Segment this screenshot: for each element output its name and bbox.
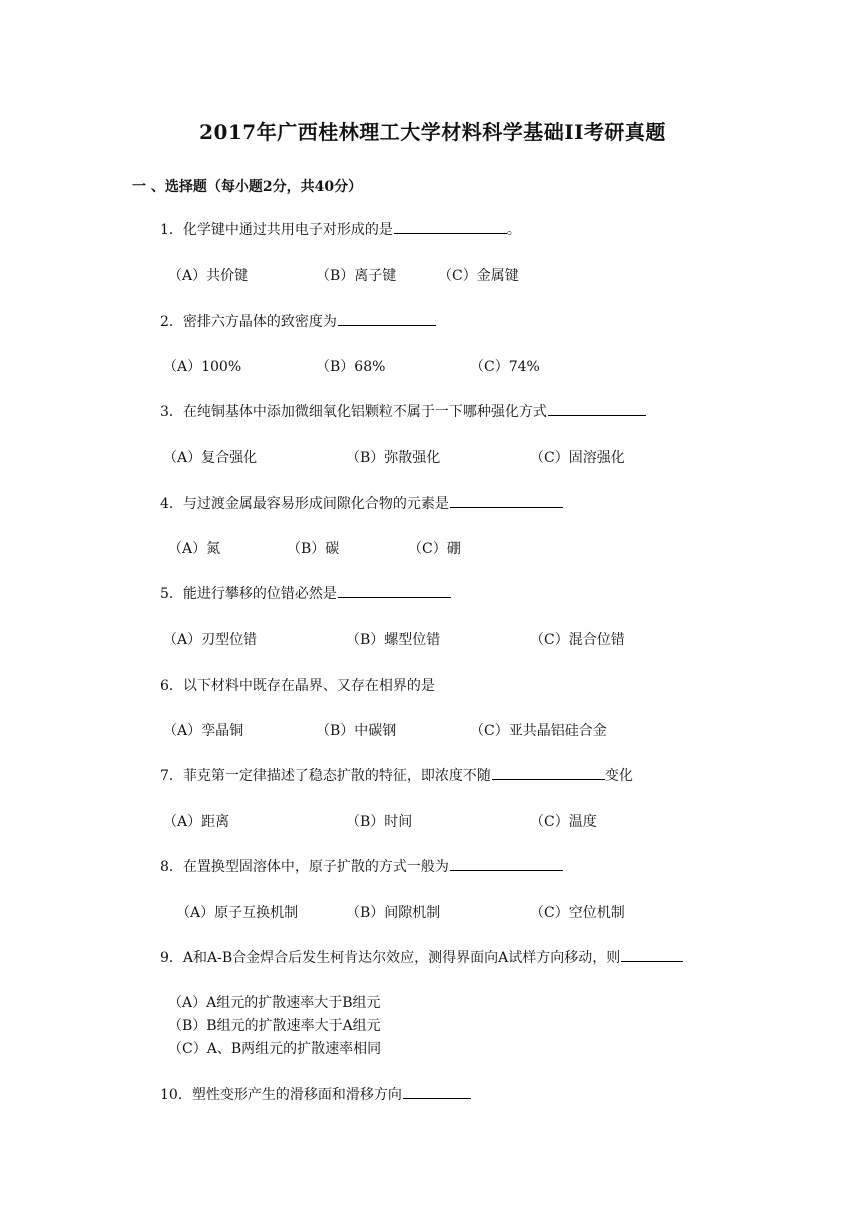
option-a: （A）距离 xyxy=(163,814,230,830)
question-8 xyxy=(160,858,563,876)
question-text: 6．以下材料中既存在晶界、又存在相界的是 xyxy=(160,678,435,694)
question-2 xyxy=(160,313,436,331)
option-b: （B）B组元的扩散速率大于A组元 xyxy=(168,1018,381,1034)
option-a: （A）刃型位错 xyxy=(163,632,258,648)
option-b: （B）间隙机制 xyxy=(346,905,441,921)
option-c: （C）金属键 xyxy=(438,268,519,284)
question-text: 9．A和A-B合金焊合后发生柯肯达尔效应，测得界面向A试样方向移动，则 xyxy=(160,950,621,966)
question-text: 4．与过渡金属最容易形成间隙化合物的元素是 xyxy=(160,496,449,512)
question-5 xyxy=(160,585,451,603)
answer-blank xyxy=(621,949,683,962)
answer-blank xyxy=(548,403,646,416)
option-b: （B）68% xyxy=(316,359,386,375)
option-a: （A）A组元的扩散速率大于B组元 xyxy=(168,995,381,1011)
question-6 xyxy=(160,677,435,695)
question-text: 10．塑性变形产生的滑移面和滑移方向 xyxy=(160,1087,402,1103)
option-a: （A）复合强化 xyxy=(163,450,258,466)
answer-blank xyxy=(450,495,563,508)
option-a: （A）共价键 xyxy=(168,268,249,284)
option-b: （B）弥散强化 xyxy=(346,450,441,466)
question-9 xyxy=(160,949,683,967)
option-a: （A）原子互换机制 xyxy=(176,905,299,921)
option-c: （C）空位机制 xyxy=(530,905,625,921)
page-title: 2017年广西桂林理工大学材料科学基础II考研真题 xyxy=(199,120,666,144)
option-b: （B）中碳钢 xyxy=(316,723,397,739)
option-b: （B）离子键 xyxy=(316,268,397,284)
option-c: （C）A、B两组元的扩散速率相同 xyxy=(168,1041,382,1057)
question-text: 3．在纯铜基体中添加微细氧化铝颗粒不属于一下哪种强化方式 xyxy=(160,404,547,420)
option-c: （C）固溶强化 xyxy=(530,450,625,466)
question-text: 2．密排六方晶体的致密度为 xyxy=(160,314,337,330)
question-1 xyxy=(160,221,521,239)
option-b: （B）时间 xyxy=(346,814,413,830)
answer-blank xyxy=(492,767,605,780)
option-b: （B）螺型位错 xyxy=(346,632,441,648)
question-4 xyxy=(160,495,563,513)
answer-blank xyxy=(450,858,563,871)
option-c: （C）硼 xyxy=(408,541,461,557)
section-heading: 一 、选择题（每小题2分，共40分） xyxy=(132,179,363,195)
option-a: （A）孪晶铜 xyxy=(163,723,244,739)
option-c: （C）混合位错 xyxy=(530,632,625,648)
question-text: 5．能进行攀移的位错必然是 xyxy=(160,586,337,602)
option-a: （A）氮 xyxy=(168,541,221,557)
option-c: （C）74% xyxy=(470,359,540,375)
option-c: （C）温度 xyxy=(530,814,597,830)
answer-blank xyxy=(394,221,507,234)
question-7 xyxy=(160,767,633,785)
question-3 xyxy=(160,403,646,421)
question-suffix: 变化 xyxy=(604,768,633,784)
question-suffix: 。 xyxy=(506,222,521,238)
answer-blank xyxy=(338,585,451,598)
option-a: （A）100% xyxy=(163,359,242,375)
option-b: （B）碳 xyxy=(287,541,340,557)
answer-blank xyxy=(338,313,436,326)
option-c: （C）亚共晶铝硅合金 xyxy=(470,723,607,739)
question-10 xyxy=(160,1086,471,1104)
question-text: 7．菲克第一定律描述了稳态扩散的特征，即浓度不随 xyxy=(160,768,491,784)
question-text: 8．在置换型固溶体中，原子扩散的方式一般为 xyxy=(160,859,449,875)
question-text: 1．化学键中通过共用电子对形成的是 xyxy=(160,222,393,238)
answer-blank xyxy=(403,1086,471,1099)
